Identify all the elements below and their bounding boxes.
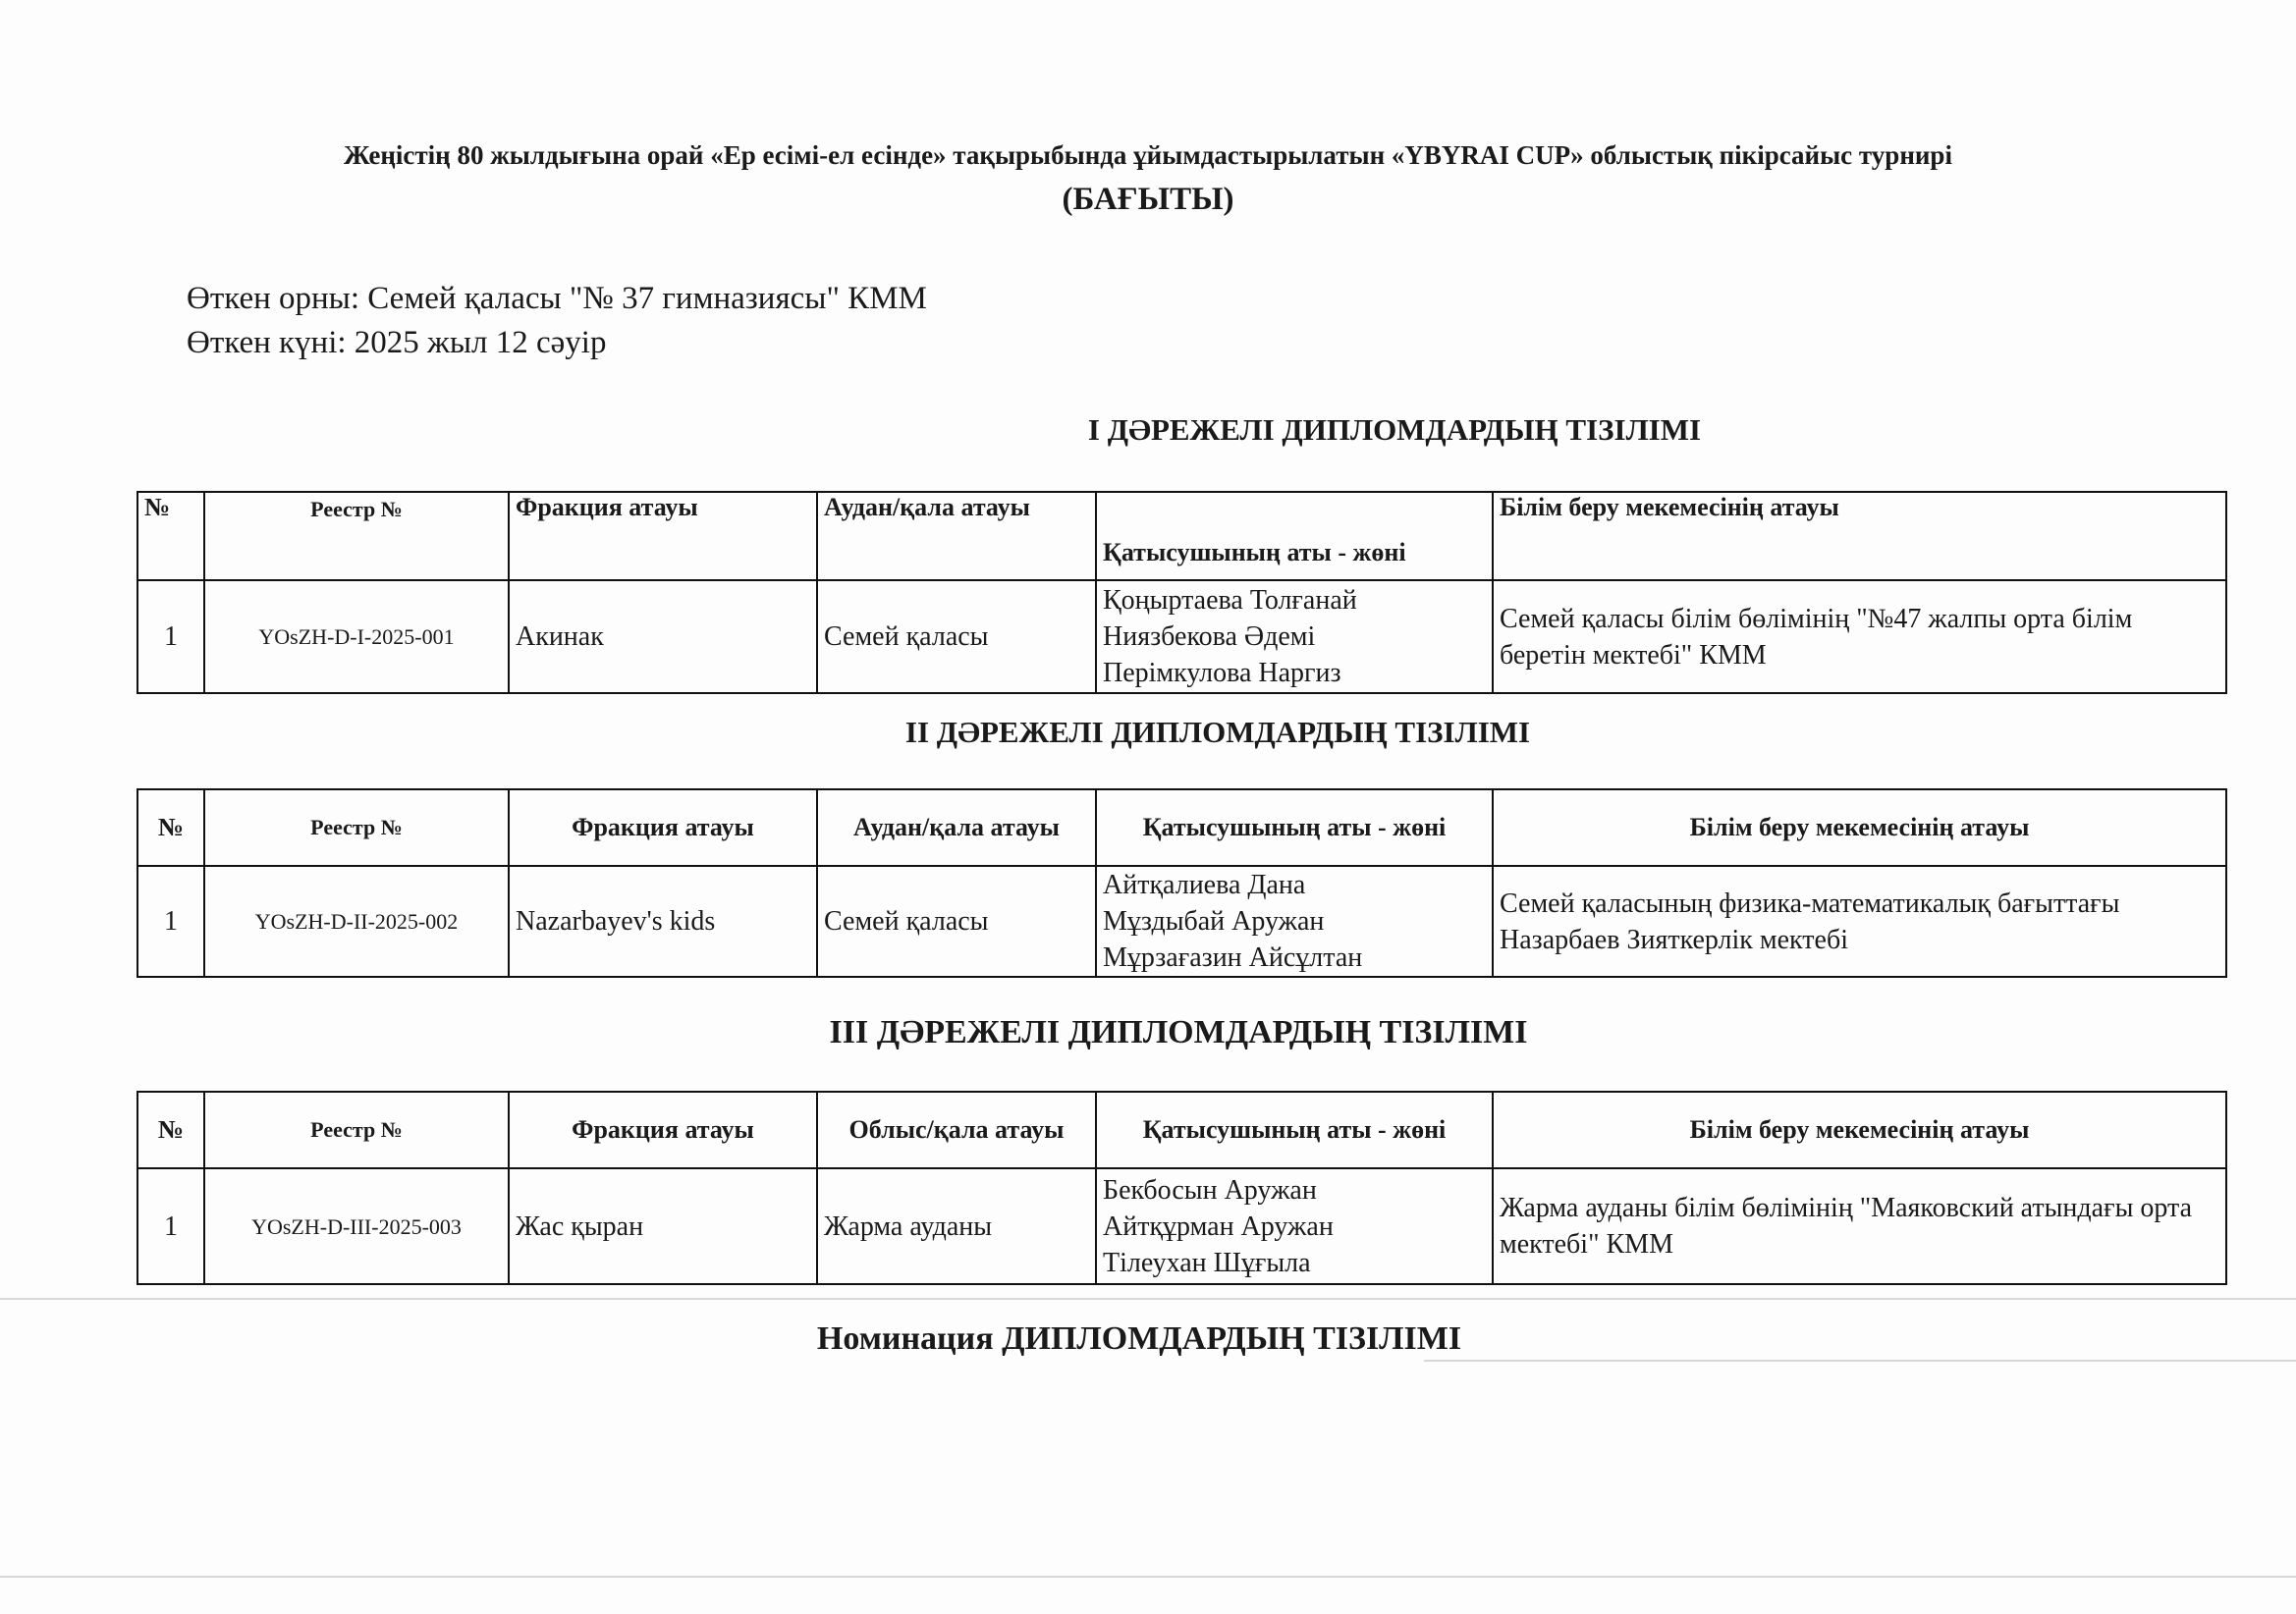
date-line: Өткен күні: 2025 жыл 12 сәуір xyxy=(187,325,607,360)
header-faction: Фракция атауы xyxy=(509,1092,817,1168)
row-school: Жарма ауданы білім бөлімінің "Маяковский атындағы орта мектебі" КММ xyxy=(1493,1168,2226,1284)
participant-name: Тілеухан Шұғыла xyxy=(1103,1247,1311,1278)
participant-name: Ниязбекова Әдемі xyxy=(1103,621,1316,652)
participant-name: Қоңыртаева Толғанай xyxy=(1103,585,1357,616)
row-participants xyxy=(1096,580,1493,693)
row-registry: YOsZH-D-II-2025-002 xyxy=(204,866,509,977)
header-number: № xyxy=(137,1092,204,1168)
venue-line: Өткен орны: Семей қаласы "№ 37 гимназиясы" КММ xyxy=(187,281,927,316)
header-district: Аудан/қала атауы xyxy=(817,492,1096,580)
row-district: Жарма ауданы xyxy=(817,1168,1096,1284)
table-row xyxy=(137,1168,2226,1284)
section-1-table xyxy=(137,491,2227,694)
row-faction: Жас қыран xyxy=(509,1168,817,1284)
scan-artifact-line xyxy=(1424,1360,2296,1362)
participant-name: Мұздыбай Аружан xyxy=(1103,906,1325,937)
scan-artifact-line xyxy=(0,1576,2296,1578)
header-school: Білім беру мекемесінің атауы xyxy=(1493,789,2226,866)
participant-name: Бекбосын Аружан xyxy=(1103,1174,1317,1206)
row-school: Семей қаласы білім бөлімінің "№47 жалпы орта білім беретін мектебі" КММ xyxy=(1493,580,2226,693)
document-subtitle: (БАҒЫТЫ) xyxy=(1062,182,1234,217)
header-number: № xyxy=(137,492,204,580)
header-faction: Фракция атауы xyxy=(509,492,817,580)
table-row xyxy=(137,866,2226,977)
participant-name: Айтқұрман Аружан xyxy=(1103,1210,1334,1242)
table-row xyxy=(137,580,2226,693)
table-header-row xyxy=(137,789,2226,866)
section-3-heading: ІІІ ДӘРЕЖЕЛІ ДИПЛОМДАРДЫҢ ТІЗІЛІМІ xyxy=(829,1014,1528,1050)
row-registry: YOsZH-D-III-2025-003 xyxy=(204,1168,509,1284)
section-2-heading: ІІ ДӘРЕЖЕЛІ ДИПЛОМДАРДЫҢ ТІЗІЛІМІ xyxy=(904,715,1531,749)
header-faction: Фракция атауы xyxy=(509,789,817,866)
row-number: 1 xyxy=(137,580,204,693)
section-2-table xyxy=(137,788,2227,978)
scan-artifact-line xyxy=(0,1298,2296,1300)
nomination-heading: Номинация ДИПЛОМДАРДЫҢ ТІЗІЛІМІ xyxy=(816,1320,1462,1357)
table-header-row xyxy=(137,1092,2226,1168)
row-district: Семей қаласы xyxy=(817,580,1096,693)
document-title: Жеңістің 80 жылдығына орай «Ер есімі-ел есінде» тақырыбында ұйымдастырылатын «YBYRAI CUP» облыстық пікірсайыс турнирі xyxy=(344,140,1952,170)
header-registry: Реестр № xyxy=(204,1092,509,1168)
header-school: Білім беру мекемесінің атауы xyxy=(1493,1092,2226,1168)
participant-name: Перімкулова Наргиз xyxy=(1103,658,1341,688)
header-school: Білім беру мекемесінің атауы xyxy=(1493,492,2226,580)
header-district: Аудан/қала атауы xyxy=(817,789,1096,866)
row-number: 1 xyxy=(137,1168,204,1284)
participant-name: Мұрзағазин Айсұлтан xyxy=(1103,942,1363,973)
row-school: Семей қаласының физика-математикалық бағыттағы Назарбаев Зияткерлік мектебі xyxy=(1493,866,2226,977)
header-registry: Реестр № xyxy=(204,789,509,866)
row-participants xyxy=(1096,1168,1493,1284)
header-registry: Реестр № xyxy=(204,492,509,580)
header-region: Облыс/қала атауы xyxy=(817,1092,1096,1168)
row-faction: Акинак xyxy=(509,580,817,693)
section-3-table xyxy=(137,1091,2227,1285)
participant-name: Айтқалиева Дана xyxy=(1103,870,1306,900)
header-number: № xyxy=(137,789,204,866)
table-header-row xyxy=(137,492,2226,580)
header-participants: Қатысушының аты - жөні xyxy=(1096,1092,1493,1168)
row-participants xyxy=(1096,866,1493,977)
row-registry: YOsZH-D-I-2025-001 xyxy=(204,580,509,693)
row-faction: Nazarbayev's kids xyxy=(509,866,817,977)
row-district: Семей қаласы xyxy=(817,866,1096,977)
header-participants: Қатысушының аты - жөні xyxy=(1096,492,1493,580)
row-number: 1 xyxy=(137,866,204,977)
header-participants: Қатысушының аты - жөні xyxy=(1096,789,1493,866)
section-1-heading: І ДӘРЕЖЕЛІ ДИПЛОМДАРДЫҢ ТІЗІЛІМІ xyxy=(1087,412,1702,447)
